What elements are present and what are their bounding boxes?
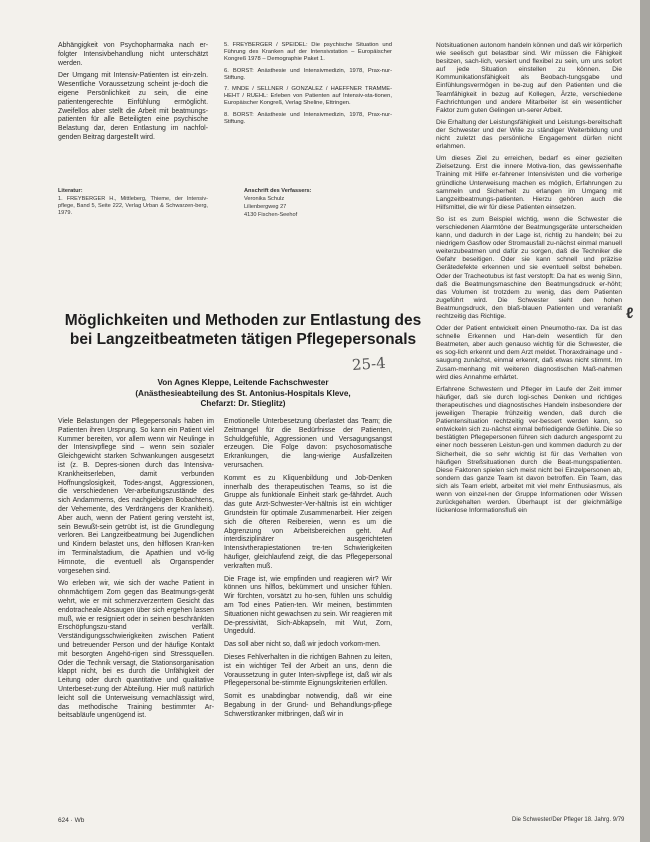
paragraph: Kommt es zu Kliquenbildung und Job-Denken innerhalb des therapeutischen Teams, so ist die Gruppe als funktionale Einheit stark ge-fährdet. Auch das gute Arzt-Schwester-Ver-hältnis ist ein wichtiger Grundstein für optimale Zusammenarbeit. Hier zeigen sich die öfteren Reibereien, wenn es um die Abgrenzung von Arbeitsbereichen geht. Auf interdisziplinärer ausgerichteten Intensivtherapiestationen tre-ten Schwierigkeiten häufiger, gleichlaufend zeigt, die das Pflegepersonal verkraften muß.: [224, 474, 392, 570]
paragraph: Der Umgang mit Intensiv-Patienten ist ein-zeln. Wesentliche Voraussetzung scheint je-doch die eigene Persönlichkeit zu sein, die eine patientengerechte Einfühlung ermöglicht. Zweifellos aber stellt die Arbeit mit beatmungs-patienten für alle Beteiligten eine psychische Belastung dar, deren Entlastung im nachfol-genden Beitrag dargestellt wird.: [58, 72, 208, 141]
address-line: 4130 Fischen-Seehof: [244, 212, 298, 218]
references-middle: [224, 42, 392, 130]
paragraph: Somit es unabdingbar notwendig, daß wir eine Begabung in der Grund- und Behandlungs-pflege Schwerstkranker mitbringen, daß wir in: [224, 693, 392, 718]
reference-item: 7. MNDE / SELLNER / GONZALEZ / HAEFFNER TRAMME-HEHT / RUEHL: Erleben von Patienten auf Intensiv-sta-tionen, Europäischer Kongreß, Verlag Sheline, Ettringen.: [224, 86, 392, 107]
reference-item: 8. BORST: Anästhesie und Intensivmedizin, 1978, Prax-nur-Stiftung.: [224, 111, 392, 125]
paragraph: Um dieses Ziel zu erreichen, bedarf es einer gezielten Zielsetzung. Erst die innere Motiva-tion, das gewissenhafte Training mit Hilfe er-fahrener Intensivisten und die vorherige gründliche Unterweisung machen es möglich, Erfahrungen zu sammeln und Sicherheit zu erlangen im Umgang mit Langzeitbeatmungs-patienten. Hierzu gehören auch die Hilfsmittel, die wir für diese Patienten einsetzen.: [436, 155, 622, 211]
column-left-bottom: [58, 418, 214, 725]
paragraph: Abhängigkeit von Psychopharmaka nach er-folgter Intensivbehandlung nicht unterschätzt werden.: [58, 42, 208, 67]
paragraph: Wo erleben wir, wie sich der wache Patient in ohnmächtigem Zorn gegen das Beatmungs-gerät wehrt, wie er mit schmerzverzerrtem Gesicht das endotracheale Absaugen über sich ergehen lassen muß, wie er resigniert oder in seinen beschränkten Erschöpfungszu-stand verfällt. Verständigungsschwierigkeiten zwischen Patient und betreuender Person und der häufige Kontakt mit besorgten Angehö-rigen sind Stressquellen. Oder die Technik versagt, die Stationsorganisation klappt nicht, bei es durch die Unfähigkeit der Leitung oder durch quantitative und qualitative Unterbeset-zung der Abteilung. Hier muß natürlich leicht soll die Unterweisung vernachlässigt wird, das methodische Training bestimmter Ar-beitsabläufe ungenügend ist.: [58, 580, 214, 720]
paragraph: So ist es zum Beispiel wichtig, wenn die Schwester die verschiedenen Alarmtöne der Beatmungsgeräte unterscheiden kann, und dadurch in der Lage ist, richtig zu handeln; bei zu niedrigem Gasflow oder Stromausfall zu-nächst einmal manuell weiterzubeatmen und dafür zu sorgen, daß die Techniker die Gefahr beseitigen. Oder sie kann schnell und präzise Gerätedefekte erkennen und sie eventuell selbst beheben. Oder der Tracheotubus ist fast verstopft: Da hat es wenig Sinn, daß die Beatmungsmaschine den Beatmungsdruck er-höht; das Volumen ist trotzdem zu wenig, das dem Patienten zugeführt wird. Die Schwester sieht den hohen Beatmungsdruck, den blaß-blauen Patienten und veranlaßt rechtzeitig das Richtige.: [436, 215, 622, 320]
column-left-top: [58, 42, 208, 147]
address-line: Veronika Schulz: [244, 196, 285, 202]
reference-item: 5. FREYBERGER / SPEIDEL: Die psychische Situation und Führung des Kranken auf der Intensivstation – Europäischer Kongreß 1978 – Demographie Paket 1.: [224, 42, 392, 63]
address-line: Lilienbergweg 27: [244, 204, 287, 210]
paragraph: Emotionelle Unterbesetzung überlastet das Team; die Zeitmangel für die Bedürfnisse der Patienten, Schuldgefühle, Aggressionen und Versagungsangst erzeugen. Die Folge davon: psychosomatische Erkrankungen, die lang-wierige Ausfallzeiten verursachen.: [224, 418, 392, 469]
literature-item: 1. FREYBERGER H., Mittleberg, Thieme, der Intensiv-pflege, Band 5, Seite 222, Verlag Urban & Schwarzen-berg, 1979.: [58, 196, 208, 216]
author-address: [244, 188, 394, 220]
paragraph: Erfahrene Schwestern und Pfleger im Laufe der Zeit immer häufiger, daß sie durch logi-sches Denken und richtiges therapeutisches und diagnostisches Handeln insbesondere der jeweiligen Therapie frühzeitig wenden, daß durch die Patientensituation rechtzeitig ver-bessert werden kann, so entwickeln sich zu-nächst einmal befriedigende Gefühle. Die so bestätigten Pflegepersonen führen sich dadurch angespornt zu einer noch besseren Leistun-gen und kommen dadurch zu der Sicherheit, die so sehr wichtig ist für das Verhalten von häufigen Streßsituationen durch die Beat-mungspatienten. Diese Faktoren spielen sich meist nicht bei Einzelpersonen ab, sondern das ganze Team ist davon betroffen. Ein Team, das sich als Team erlebt, arbeitet mit viel mehr Enthusiasmus, als wenn von einzel-nen der Gruppe Informationen oder Wissen zurückgehalten werden. Überhaupt ist der gleichmäßige lückenlose Informationsfluß ein: [436, 385, 622, 515]
page-number: 624 · Wb: [58, 817, 85, 824]
paragraph: Die Frage ist, wie empfinden und reagieren wir? Wir können uns hilflos, bekümmert und unsicher fühlen. Wir fürchten, vorsätzt zu ho-sen, fühlen uns schuldig am Tod eines Patien-ten. Wir meinen, bestimmten Situationen nicht gewachsen zu sein. Wir reagieren mit De-pressivität, Sich-Abkapseln, mit Wut, Zorn, Ungeduld.: [224, 575, 392, 636]
address-heading: Anschrift des Verfassers:: [244, 188, 312, 194]
byline: [58, 378, 428, 410]
column-middle-bottom: [224, 418, 392, 724]
paragraph: Die Erhaltung der Leistungsfähigkeit und Leistungs-bereitschaft der Schwester und der Wille zu ständiger Weiterbildung und nicht zuletzt das persönliche Engagement dürfen nicht erlahmen.: [436, 118, 622, 151]
column-right: [436, 42, 622, 519]
article-title: Möglichkeiten und Methoden zur Entlastung des bei Langzeitbeatmeten tätigen Pflegepersonals: [64, 312, 422, 348]
literature-block: [58, 188, 208, 218]
paragraph: Viele Belastungen der Pflegepersonals haben im Patienten ihren Ursprung. So kann ein Patient viel Kummer bereiten, vor allem wenn wir Neulinge in der Intensivpflege sind – wenn sein sozialer Gleichgewicht starken Schwankungen ausgesetzt ist (z. B. Depres-sionen durch das Intensiva-Krankheitserleben, damit verbunden Hoffnungslosigkeit, Todes-angst, Aggressionen, die verschiedenen Ver-arbeitungszustände des sich Andammerns, des nachgiebigen Bobachtens, der Vehemente, des Verdrängens der Krankheit). Aber auch, wenn der Patient gering versteht ist, sein Bewußt-sein getrübt ist, ist die Grundlegung verloren. Bei Langzeitbeatmung bei Jugendlichen und Kindern belastet uns, den hilflosen Kran-ken im Terminalstadium, die Apathien und vö-lig Hirnnote, die eventuell als Organspender vorgesehen sind.: [58, 418, 214, 575]
journal-footer: Die Schwester/Der Pfleger 18. Jahrg. 9/79: [512, 817, 625, 823]
paragraph: Das soll aber nicht so, daß wir jedoch vorkom-men.: [224, 641, 381, 649]
scan-edge: [640, 0, 650, 842]
paragraph: Notsituationen autonom handeln können und daß wir körperlich wie seelisch gut belastbar sind. Wir müssen die Fähigkeit besitzen, sach-lich, versiert und flexibel zu sein, um uns sofort auf jede Situation einstellen zu können. Die Kommunikationsfähigkeit als Beobach-tungsgabe und Einfühlungsvermögen in be-zug auf den Patienten und die Teamfähigkeit in bezug auf Kollegen, Ärzte, verschiedene Fachrichtungen und andere Mitarbeiter ist ein wesentlicher Faktor zum guten Gelingen un-serer Arbeit.: [436, 42, 622, 114]
paragraph: Dieses Fehlverhalten in die richtigen Bahnen zu leiten, ist ein wichtiger Teil der Arbeit an uns, denn die Voraussetzung in guter Inten-sivpflege ist, daß wir als Pflegepersonal be-stimmte Eignungskriterien erfüllen.: [224, 653, 392, 688]
margin-mark-icon: ℓ: [626, 305, 634, 322]
byline-chief: Chefarzt: Dr. Stieglitz): [200, 399, 286, 408]
handwritten-note: 25-4: [351, 353, 387, 375]
literature-heading: Literatur:: [58, 188, 83, 194]
byline-author: Von Agnes Kleppe, Leitende Fachschwester: [157, 378, 329, 387]
byline-department: (Anästhesieabteilung des St. Antonius-Hospitals Kleve,: [135, 388, 351, 398]
paragraph: Oder der Patient entwickelt einen Pneumotho-rax. Da ist das schnelle Erkennen und Han-deln wesentlich für den Beatmeten, aber auch genauso wichtig für die Schwester, die es sog-lich erkennt und dem Arzt meldet. Thoraxdrainage und -saugung zunächst, einmal erkennt, daß etwas nicht stimmt. Im Zusam-menhang mit weiteren diagnostischen Maß-nahmen wird dies Annahme erhärtet.: [436, 325, 622, 381]
reference-item: 6. BORST: Anästhesie und Intensivmedizin, 1978, Prax-nur-Stiftung.: [224, 67, 392, 81]
